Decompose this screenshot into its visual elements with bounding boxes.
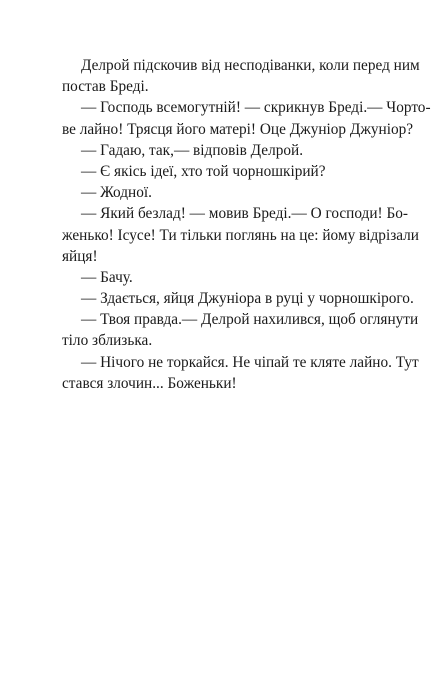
- text-line: — Господь всемогутній! — скрикнув Бреді.— Чорто-: [81, 99, 431, 117]
- text-line: — Гадаю, так,— відповів Делрой.: [81, 141, 304, 159]
- text-line: Делрой підскочив від несподіванки, коли перед ним: [81, 57, 420, 74]
- text-line: — Бачу.: [81, 268, 133, 286]
- text-line: — Який безлад! — мовив Бреді.— О господи! Бо-: [81, 205, 408, 223]
- text-line: женько! Ісусе! Ти тільки поглянь на це: йому відрізали: [62, 226, 419, 244]
- text-line: — Твоя правда.— Делрой нахилився, щоб оглянути: [81, 311, 419, 329]
- text-line: — Здається, яйця Джуніора в руці у чорношкірого.: [81, 290, 414, 308]
- text-line: яйця!: [62, 247, 98, 265]
- text-line: — Є якісь ідеї, хто той чорношкірий?: [81, 162, 326, 180]
- text-line: ве лайно! Трясця його матері! Оце Джуніор Джуніор?: [62, 120, 414, 138]
- text-line: постав Бреді.: [62, 78, 149, 96]
- text-line: тіло зблизька.: [62, 332, 153, 350]
- text-line: — Нічого не торкайся. Не чіпай те кляте лайно. Тут: [81, 353, 419, 371]
- text-line: — Жодної.: [81, 184, 152, 202]
- text-line: стався злочин... Боженьки!: [62, 374, 237, 392]
- body-text: [62, 55, 431, 394]
